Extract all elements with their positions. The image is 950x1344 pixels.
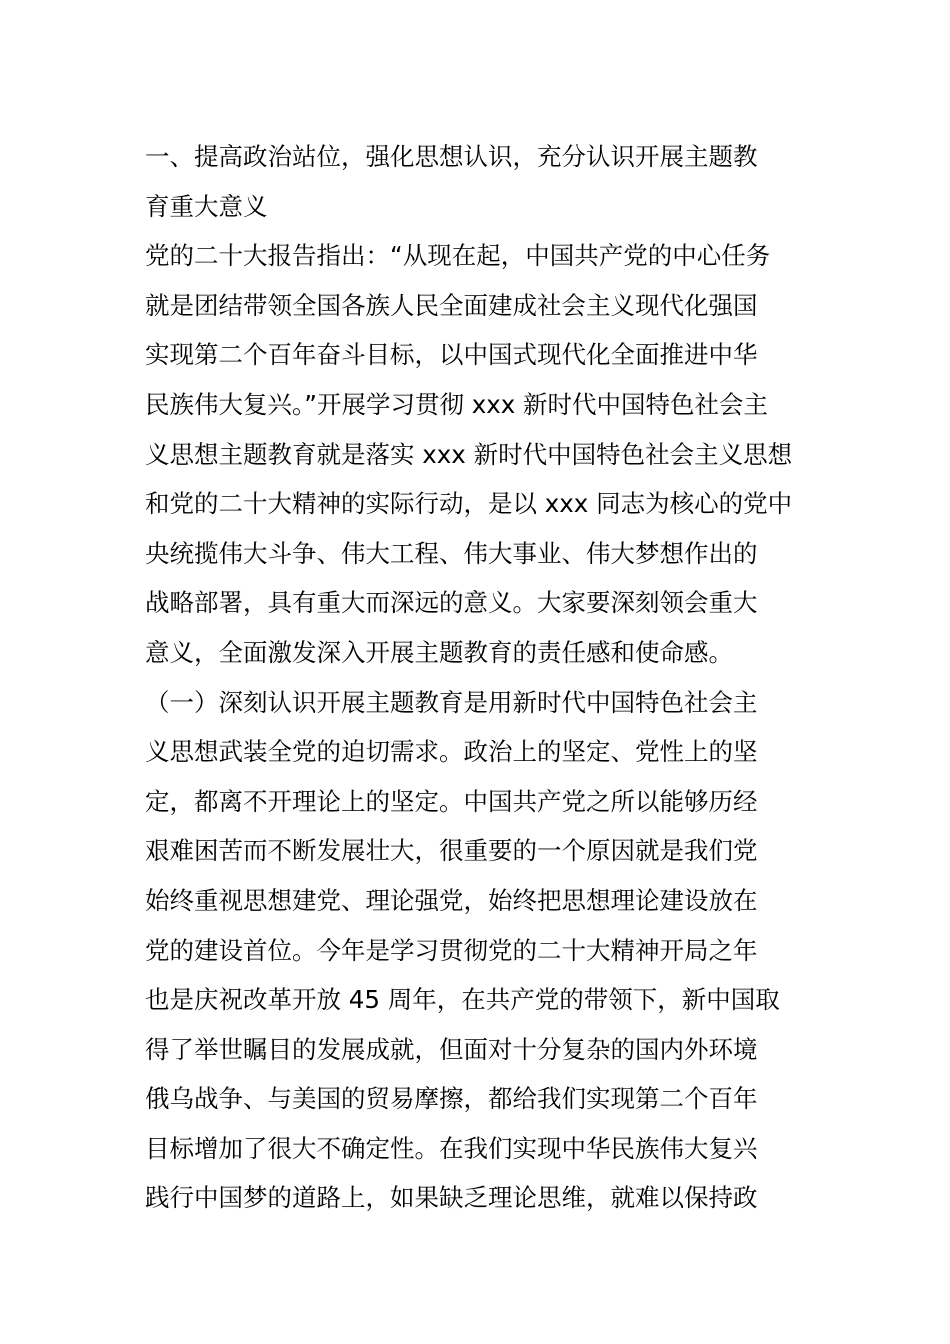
- paragraph-line: 央统揽伟大斗争、伟大工程、伟大事业、伟大梦想作出的: [145, 538, 758, 568]
- paragraph-line: 践行中国梦的道路上，如果缺乏理论思维，就难以保持政: [145, 1183, 758, 1213]
- paragraph-line: 民族伟大复兴。”开展学习贯彻 xxx 新时代中国特色社会主: [145, 389, 769, 419]
- paragraph-line: 战略部署，具有重大而深远的意义。大家要深刻领会重大: [145, 588, 758, 618]
- paragraph-line: 意义，全面激发深入开展主题教育的责任感和使命感。: [145, 637, 733, 667]
- heading-line: 一、提高政治站位，强化思想认识，充分认识开展主题教: [145, 142, 758, 171]
- paragraph-line: （一）深刻认识开展主题教育是用新时代中国特色社会主: [145, 687, 758, 717]
- paragraph-line: 始终重视思想建党、理论强党，始终把思想理论建设放在: [145, 885, 758, 915]
- paragraph-line: 党的二十大报告指出：“从现在起，中国共产党的中心任务: [145, 241, 771, 271]
- paragraph-line: 实现第二个百年奋斗目标，以中国式现代化全面推进中华: [145, 340, 758, 370]
- paragraph-line: 目标增加了很大不确定性。在我们实现中华民族伟大复兴: [145, 1133, 758, 1163]
- paragraph-line: 俄乌战争、与美国的贸易摩擦，都给我们实现第二个百年: [145, 1084, 758, 1114]
- paragraph-line: 就是团结带领全国各族人民全面建成社会主义现代化强国: [145, 290, 758, 320]
- document-body: [145, 132, 815, 1223]
- paragraph-line: 和党的二十大精神的实际行动，是以 xxx 同志为核心的党中: [145, 489, 793, 519]
- paragraph-line: 也是庆祝改革开放 45 周年，在共产党的带领下，新中国取: [145, 985, 780, 1015]
- paragraph-line: 义思想武装全党的迫切需求。政治上的坚定、党性上的坚: [145, 737, 758, 767]
- heading-line: 育重大意义: [145, 191, 268, 221]
- paragraph-line: 党的建设首位。今年是学习贯彻党的二十大精神开局之年: [145, 935, 758, 965]
- paragraph-line: 得了举世瞩目的发展成就，但面对十分复杂的国内外环境: [145, 1034, 758, 1064]
- paragraph-line: 义思想主题教育就是落实 xxx 新时代中国特色社会主义思想: [145, 439, 793, 469]
- paragraph-line: 艰难困苦而不断发展壮大，很重要的一个原因就是我们党: [145, 836, 758, 866]
- paragraph-line: 定，都离不开理论上的坚定。中国共产党之所以能够历经: [145, 786, 758, 816]
